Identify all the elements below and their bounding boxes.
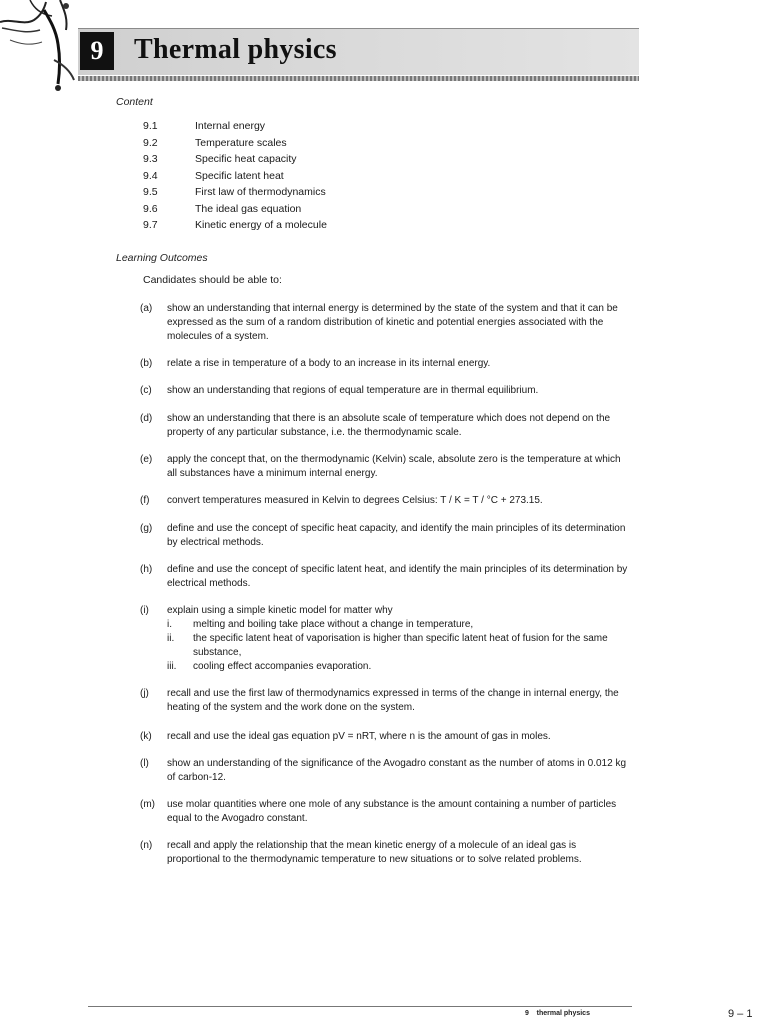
sub-item-text: cooling effect accompanies evaporation. — [193, 661, 372, 672]
content-item-title: Specific latent heat — [195, 169, 284, 182]
content-item — [143, 168, 443, 185]
outcome-item-a — [140, 302, 630, 344]
decorative-ornament-icon — [0, 0, 90, 95]
outcome-text: define and use the concept of specific heat capacity, and identify the main principles of its determination by electrical methods. — [167, 523, 626, 548]
sub-item-number: iii. — [167, 661, 177, 672]
content-item — [143, 217, 443, 234]
outcome-text: use molar quantities where one mole of any substance is the amount containing a number of particles equal to the Avogadro constant. — [167, 799, 617, 824]
learning-outcomes-intro: Candidates should be able to: — [143, 274, 282, 286]
outcome-item-g — [140, 522, 630, 550]
outcome-text: show an understanding of the significance of the Avogadro constant as the number of atoms in 0.012 kg of carbon-12. — [167, 758, 627, 783]
outcome-item-l — [140, 757, 630, 785]
content-item-title: Kinetic energy of a molecule — [195, 219, 327, 231]
content-item-title: First law of thermodynamics — [195, 186, 326, 198]
outcome-text: show an understanding that internal energy is determined by the state of the system and that it can be expressed as the sum of a random distribution of kinetic and potential energies associated with the molecules of a system. — [167, 303, 618, 342]
outcome-label: (b) — [140, 358, 153, 369]
outcome-sub-item — [167, 618, 630, 632]
outcome-item-f — [140, 494, 630, 508]
outcome-item-h — [140, 563, 630, 591]
outcome-item-e — [140, 453, 630, 481]
outcome-item-k — [140, 730, 630, 744]
content-list — [143, 118, 443, 234]
content-item-title: Temperature scales — [195, 136, 287, 149]
content-item-number: 9.6 — [143, 202, 158, 215]
content-item — [143, 151, 443, 168]
outcome-item-d — [140, 412, 630, 440]
outcome-text: recall and use the first law of thermodynamics expressed in terms of the change in internal energy, the heating of the system and the work done on the system. — [167, 688, 619, 713]
content-item-number: 9.2 — [143, 136, 158, 149]
outcome-sub-item — [167, 660, 630, 674]
sub-item-number: i. — [167, 619, 172, 630]
footer-chapter-label: 9 thermal physics — [525, 1010, 590, 1017]
content-item-number: 9.1 — [143, 120, 158, 132]
chapter-title: Thermal physics — [134, 34, 337, 65]
sub-item-text: the specific latent heat of vaporisation is higher than specific latent heat of fusion for the same substance, — [193, 633, 608, 658]
outcome-text: define and use the concept of specific latent heat, and identify the main principles of its determination by electrical methods. — [167, 564, 628, 589]
content-item — [143, 135, 443, 152]
content-item-number: 9.5 — [143, 186, 158, 198]
footer-rule — [88, 1006, 632, 1007]
outcome-label: (g) — [140, 523, 153, 534]
outcome-label: (k) — [140, 731, 152, 742]
outcome-label: (n) — [140, 840, 153, 851]
outcome-text: convert temperatures measured in Kelvin to degrees Celsius: T / K = T / °C + 273.15. — [167, 495, 543, 506]
outcome-text: show an understanding that there is an absolute scale of temperature which does not depend on the property of any particular substance, i.e. the thermodynamic scale. — [167, 413, 611, 438]
outcome-label: (i) — [140, 605, 149, 616]
footer-page-number: 9 – 1 — [728, 1008, 753, 1020]
outcome-label: (l) — [140, 758, 149, 769]
outcome-label: (e) — [140, 454, 153, 465]
outcome-text: explain using a simple kinetic model for matter why — [167, 605, 393, 616]
sub-item-number: ii. — [167, 633, 175, 644]
outcome-item-c — [140, 384, 630, 398]
outcome-sub-item — [167, 632, 630, 660]
outcome-item-b — [140, 357, 630, 371]
outcome-label: (a) — [140, 303, 153, 314]
outcome-label: (m) — [140, 799, 155, 810]
chapter-number: 9 — [80, 32, 114, 70]
outcome-text: show an understanding that regions of equal temperature are in thermal equilibrium. — [167, 385, 539, 396]
outcome-item-n — [140, 839, 630, 867]
outcome-item-j — [140, 687, 630, 715]
outcome-item-m — [140, 798, 630, 826]
content-item — [143, 118, 443, 135]
content-item — [143, 184, 443, 201]
learning-outcomes-heading: Learning Outcomes — [116, 252, 208, 264]
outcome-label: (f) — [140, 495, 150, 506]
content-item-title: Specific heat capacity — [195, 153, 297, 165]
sub-item-text: melting and boiling take place without a change in temperature, — [193, 619, 474, 630]
outcome-text: apply the concept that, on the thermodynamic (Kelvin) scale, absolute zero is the temperature at which all substances have a minimum internal energy. — [167, 454, 621, 479]
outcome-sub-list — [167, 618, 630, 674]
content-item-title: The ideal gas equation — [195, 202, 302, 215]
outcome-text: recall and apply the relationship that the mean kinetic energy of a molecule of an ideal gas is proportional to the thermodynamic temperature to new situations or to solve related problems. — [167, 840, 582, 865]
content-item-number: 9.7 — [143, 219, 158, 231]
outcome-text: relate a rise in temperature of a body to an increase in its internal energy. — [167, 358, 491, 369]
outcome-label: (h) — [140, 564, 153, 575]
content-item-number: 9.4 — [143, 169, 158, 182]
outcome-text: recall and use the ideal gas equation pV = nRT, where n is the amount of gas in moles. — [167, 731, 551, 742]
outcome-label: (j) — [140, 688, 149, 699]
content-item-title: Internal energy — [195, 120, 266, 132]
outcome-label: (d) — [140, 413, 153, 424]
outcome-label: (c) — [140, 385, 152, 396]
content-item — [143, 201, 443, 218]
content-item-number: 9.3 — [143, 153, 158, 165]
outcome-item-i — [140, 604, 630, 674]
content-heading: Content — [116, 96, 153, 108]
